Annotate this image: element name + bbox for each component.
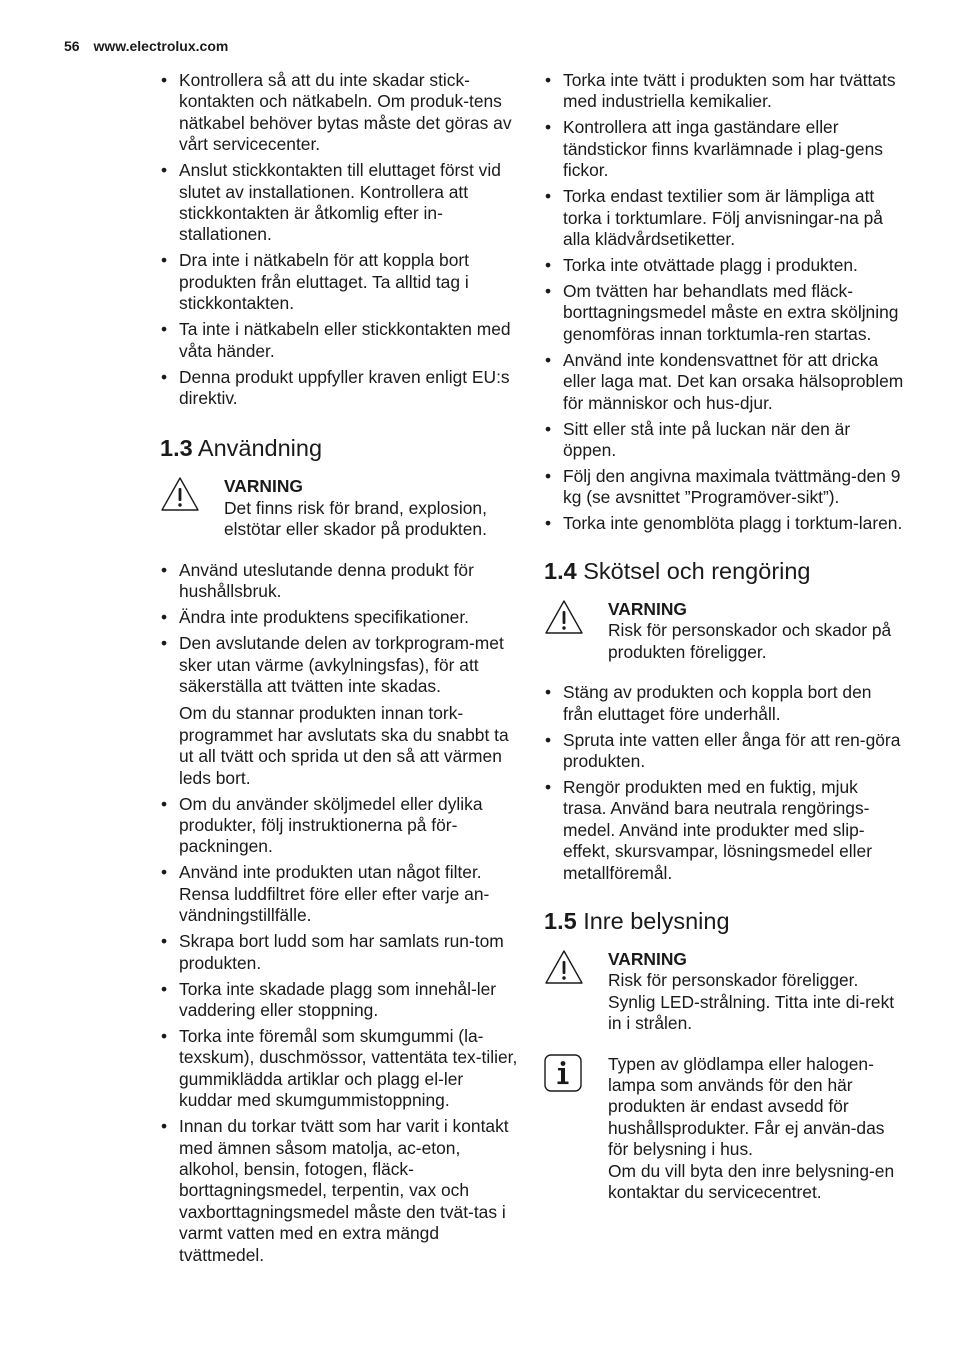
usage-list-right (544, 70, 904, 535)
section-number: 1.5 (544, 907, 577, 934)
list-item: • Torka inte genomblöta plagg i torktum-laren. (544, 513, 904, 534)
list-item: • Spruta inte vatten eller ånga för att ren-göra produkten. (544, 730, 904, 773)
list-item: • Kontrollera att inga gaständare eller tändstickor finns kvarlämnade i plag-gens fickor. (544, 117, 904, 181)
warning-triangle-icon (544, 949, 608, 1035)
warning-title: VARNING (608, 948, 687, 969)
left-column (160, 70, 520, 1271)
warning-title: VARNING (224, 476, 303, 497)
list-item: • Skrapa bort ludd som har samlats run-tom produkten. (160, 931, 520, 974)
page-header (64, 38, 228, 54)
list-item: • Använd uteslutande denna produkt för hushållsbruk. (160, 560, 520, 603)
usage-list-continued (160, 794, 520, 1267)
list-item: • Om du använder sköljmedel eller dylika produkter, följ instruktionerna på för-packningen. (160, 794, 520, 858)
list-item: • Om tvätten har behandlats med fläck-borttagningsmedel måste en extra sköljning genomföras innan torktumla-ren startas. (544, 281, 904, 345)
section-title: Användning (197, 435, 323, 462)
warning-text: Risk för personskador och skador på produkten föreligger. (608, 620, 892, 662)
info-box (544, 1054, 904, 1204)
section-heading-1-3 (160, 434, 520, 462)
list-item: • Använd inte produkten utan något filter. Rensa luddfiltret före eller efter varje an-vändningstillfälle. (160, 862, 520, 926)
list-item: • Torka inte föremål som skumgummi (la-texskum), duschmössor, vattentäta tex-tilier, gummiklädda artiklar och plagg el-ler kuddar med skumgummistoppning. (160, 1026, 520, 1112)
list-item: • Den avslutande delen av torkprogram-met sker utan värme (avkylningsfas), för att säkerställa att tvätten inte skadas. (160, 633, 520, 697)
info-text-2: Om du vill byta den inre belysning-en kontaktar du servicecentret. (608, 1160, 895, 1202)
warning-box (544, 949, 904, 1035)
intro-list (160, 70, 520, 409)
warning-box (160, 476, 520, 540)
list-item: • Ta inte i nätkabeln eller stickkontakten med våta händer. (160, 319, 520, 362)
usage-list (160, 560, 520, 698)
list-item: • Stäng av produkten och koppla bort den från eluttaget före underhåll. (544, 682, 904, 725)
list-item: • Följ den angivna maximala tvättmäng-den 9 kg (se avsnittet ”Programöver-sikt”). (544, 466, 904, 509)
warning-title: VARNING (608, 598, 687, 619)
list-item: • Dra inte i nätkabeln för att koppla bort produkten från eluttaget. Ta alltid tag i stickkontakten. (160, 250, 520, 314)
list-item: • Använd inte kondensvattnet för att dricka eller laga mat. Det kan orsaka hälsoproblem för människor och hus-djur. (544, 350, 904, 414)
list-item: • Torka endast textilier som är lämpliga att torka i torktumlare. Följ anvisningar-na på alla klädvårdsetiketter. (544, 186, 904, 250)
list-item: • Torka inte skadade plagg som innehål-ler vaddering eller stoppning. (160, 979, 520, 1022)
list-item: • Sitt eller stå inte på luckan när den är öppen. (544, 419, 904, 462)
right-column (544, 70, 904, 1203)
warning-triangle-icon (544, 599, 608, 663)
list-item: • Anslut stickkontakten till eluttaget först vid slutet av installationen. Kontrollera att stickkontakten är åtkomlig efter in-stallationen. (160, 160, 520, 246)
website-url: www.electrolux.com (93, 38, 229, 54)
info-text: Typen av glödlampa eller halogen-lampa som används för den här produkten är endast avsedd för hushållsprodukter. Får ej använ-das för belysning i hus. (608, 1053, 885, 1160)
page-number: 56 (64, 38, 80, 54)
list-item: • Kontrollera så att du inte skadar stick-kontakten och nätkabeln. Om produk-tens nätkabel behöver bytas måste det göras av vårt servicecenter. (160, 70, 520, 156)
section-heading-1-5 (544, 907, 904, 935)
warning-text: Det finns risk för brand, explosion, elstötar eller skador på produkten. (224, 497, 487, 540)
list-item: • Rengör produkten med en fuktig, mjuk trasa. Använd bara neutrala rengörings-medel. Använd inte produkter med slip-effekt, skursvampar, lösningsmedel eller metallföremål. (544, 777, 904, 884)
section-title: Inre belysning (583, 907, 730, 934)
list-item: • Torka inte tvätt i produkten som har tvättats med industriella kemikalier. (544, 70, 904, 113)
list-item: • Innan du torkar tvätt som har varit i kontakt med ämnen såsom matolja, ac-eton, alkohol, bensin, fotogen, fläck-borttagningsmedel, terpentin, vax och vaxborttagningsmedel måste den tvät-tas i varmt vatten med en extra mängd tvättmedel. (160, 1116, 520, 1266)
info-icon (544, 1054, 608, 1204)
list-item: • Torka inte otvättade plagg i produkten. (544, 255, 904, 276)
list-item: • Ändra inte produktens specifikationer. (160, 607, 520, 628)
section-heading-1-4 (544, 557, 904, 585)
section-title: Skötsel och rengöring (583, 557, 811, 584)
care-list (544, 682, 904, 884)
list-item: • Denna produkt uppfyller kraven enligt EU:s direktiv. (160, 367, 520, 410)
warning-triangle-icon (160, 476, 224, 540)
warning-text: Risk för personskador föreligger. Synlig LED-strålning. Titta inte di-rekt in i strålen. (608, 970, 895, 1034)
warning-box (544, 599, 904, 663)
section-number: 1.4 (544, 557, 577, 584)
section-number: 1.3 (160, 435, 193, 462)
continuation-paragraph: Om du stannar produkten innan tork-programmet har avslutats ska du snabbt ta ut all tvätt och sprida ut den så att värmen leds bort. (179, 703, 509, 788)
